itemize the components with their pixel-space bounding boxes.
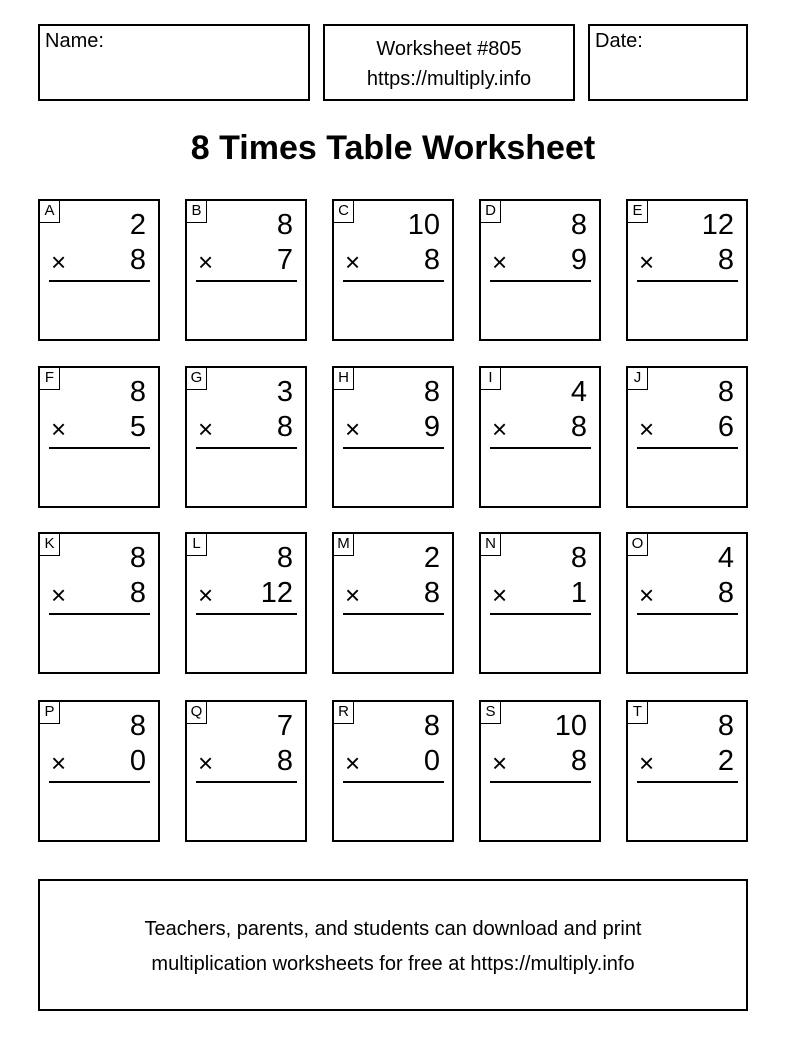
multiply-sign: × bbox=[345, 580, 361, 610]
problem-card-n bbox=[479, 532, 601, 674]
multiplicand: 8 bbox=[423, 376, 440, 408]
multiplier: 8 bbox=[717, 577, 734, 609]
multiplier: 8 bbox=[129, 577, 146, 609]
multiply-sign: × bbox=[345, 247, 361, 277]
problem-label: Q bbox=[187, 702, 207, 724]
multiplier: 8 bbox=[423, 577, 440, 609]
multiplicand: 7 bbox=[276, 710, 293, 742]
problem-label: H bbox=[334, 368, 354, 390]
answer-line bbox=[196, 280, 297, 282]
answer-line bbox=[196, 781, 297, 783]
problem-label: I bbox=[481, 368, 501, 390]
multiplier: 8 bbox=[570, 411, 587, 443]
footer-line-2: multiplication worksheets for free at https://multiply.info bbox=[151, 953, 635, 975]
multiply-sign: × bbox=[198, 748, 214, 778]
multiplier: 8 bbox=[423, 244, 440, 276]
answer-line bbox=[49, 613, 150, 615]
multiplicand: 8 bbox=[276, 542, 293, 574]
multiplicand: 4 bbox=[717, 542, 734, 574]
problem-card-q bbox=[185, 700, 307, 842]
footer-line-1: Teachers, parents, and students can download and print bbox=[144, 918, 642, 940]
multiplier: 6 bbox=[717, 411, 734, 443]
problem-card-o bbox=[626, 532, 748, 674]
problem-card-m bbox=[332, 532, 454, 674]
multiplier: 12 bbox=[260, 577, 293, 609]
multiply-sign: × bbox=[51, 414, 67, 444]
multiply-sign: × bbox=[492, 748, 508, 778]
multiplicand: 8 bbox=[570, 209, 587, 241]
answer-line bbox=[196, 447, 297, 449]
multiplier: 0 bbox=[423, 745, 440, 777]
multiplicand: 8 bbox=[423, 710, 440, 742]
problem-card-e bbox=[626, 199, 748, 341]
date-box bbox=[588, 24, 748, 101]
multiplicand: 8 bbox=[570, 542, 587, 574]
problem-label: K bbox=[40, 534, 60, 556]
multiply-sign: × bbox=[345, 748, 361, 778]
multiplier: 8 bbox=[276, 411, 293, 443]
multiplicand: 12 bbox=[701, 209, 734, 241]
multiplier: 9 bbox=[423, 411, 440, 443]
problem-card-f bbox=[38, 366, 160, 508]
answer-line bbox=[490, 613, 591, 615]
multiplier: 5 bbox=[129, 411, 146, 443]
problem-label: A bbox=[40, 201, 60, 223]
problem-label: N bbox=[481, 534, 501, 556]
answer-line bbox=[196, 613, 297, 615]
multiply-sign: × bbox=[198, 414, 214, 444]
multiplicand: 8 bbox=[129, 376, 146, 408]
problem-label: S bbox=[481, 702, 501, 724]
answer-line bbox=[637, 781, 738, 783]
problem-label: D bbox=[481, 201, 501, 223]
multiply-sign: × bbox=[51, 580, 67, 610]
multiply-sign: × bbox=[639, 580, 655, 610]
multiplicand: 3 bbox=[276, 376, 293, 408]
multiplicand: 4 bbox=[570, 376, 587, 408]
multiply-sign: × bbox=[345, 414, 361, 444]
name-box bbox=[38, 24, 310, 101]
problem-label: G bbox=[187, 368, 207, 390]
problem-card-c bbox=[332, 199, 454, 341]
problem-card-l bbox=[185, 532, 307, 674]
footer-box bbox=[38, 879, 748, 1011]
problem-card-b bbox=[185, 199, 307, 341]
multiplicand: 8 bbox=[129, 710, 146, 742]
answer-line bbox=[637, 447, 738, 449]
multiplier: 9 bbox=[570, 244, 587, 276]
problem-label: J bbox=[628, 368, 648, 390]
multiply-sign: × bbox=[639, 414, 655, 444]
problem-label: P bbox=[40, 702, 60, 724]
multiply-sign: × bbox=[492, 414, 508, 444]
multiplier: 2 bbox=[717, 745, 734, 777]
problem-card-t bbox=[626, 700, 748, 842]
multiplier: 8 bbox=[276, 745, 293, 777]
problem-label: B bbox=[187, 201, 207, 223]
multiply-sign: × bbox=[198, 580, 214, 610]
problem-card-i bbox=[479, 366, 601, 508]
worksheet-url: https://multiply.info bbox=[366, 68, 532, 90]
multiplicand: 8 bbox=[717, 376, 734, 408]
multiplier: 8 bbox=[129, 244, 146, 276]
answer-line bbox=[49, 781, 150, 783]
multiplicand: 8 bbox=[276, 209, 293, 241]
multiplicand: 8 bbox=[717, 710, 734, 742]
problem-card-g bbox=[185, 366, 307, 508]
problem-label: R bbox=[334, 702, 354, 724]
multiplier: 0 bbox=[129, 745, 146, 777]
worksheet-number: Worksheet #805 bbox=[376, 38, 522, 60]
problem-label: C bbox=[334, 201, 354, 223]
problem-label: O bbox=[628, 534, 648, 556]
problem-card-a bbox=[38, 199, 160, 341]
multiply-sign: × bbox=[492, 580, 508, 610]
problem-card-d bbox=[479, 199, 601, 341]
multiply-sign: × bbox=[198, 247, 214, 277]
problem-label: E bbox=[628, 201, 648, 223]
worksheet-info-box bbox=[323, 24, 575, 101]
multiplicand: 10 bbox=[554, 710, 587, 742]
name-label: Name: bbox=[45, 30, 104, 52]
problem-label: M bbox=[334, 534, 354, 556]
problem-card-j bbox=[626, 366, 748, 508]
problem-label: L bbox=[187, 534, 207, 556]
answer-line bbox=[637, 280, 738, 282]
answer-line bbox=[343, 447, 444, 449]
date-label: Date: bbox=[595, 30, 643, 52]
problem-card-r bbox=[332, 700, 454, 842]
multiply-sign: × bbox=[492, 247, 508, 277]
multiplicand: 2 bbox=[423, 542, 440, 574]
multiply-sign: × bbox=[51, 247, 67, 277]
problem-card-k bbox=[38, 532, 160, 674]
multiplicand: 8 bbox=[129, 542, 146, 574]
answer-line bbox=[343, 280, 444, 282]
answer-line bbox=[490, 280, 591, 282]
answer-line bbox=[343, 613, 444, 615]
multiplicand: 2 bbox=[129, 209, 146, 241]
answer-line bbox=[490, 447, 591, 449]
page-title: 8 Times Table Worksheet bbox=[190, 129, 596, 167]
problem-card-s bbox=[479, 700, 601, 842]
problem-label: T bbox=[628, 702, 648, 724]
multiplier: 8 bbox=[717, 244, 734, 276]
answer-line bbox=[637, 613, 738, 615]
multiplier: 1 bbox=[570, 577, 587, 609]
answer-line bbox=[343, 781, 444, 783]
multiply-sign: × bbox=[639, 748, 655, 778]
multiplier: 7 bbox=[276, 244, 293, 276]
answer-line bbox=[490, 781, 591, 783]
problem-card-h bbox=[332, 366, 454, 508]
multiplicand: 10 bbox=[407, 209, 440, 241]
multiplier: 8 bbox=[570, 745, 587, 777]
answer-line bbox=[49, 280, 150, 282]
problem-card-p bbox=[38, 700, 160, 842]
problem-label: F bbox=[40, 368, 60, 390]
multiply-sign: × bbox=[639, 247, 655, 277]
answer-line bbox=[49, 447, 150, 449]
multiply-sign: × bbox=[51, 748, 67, 778]
